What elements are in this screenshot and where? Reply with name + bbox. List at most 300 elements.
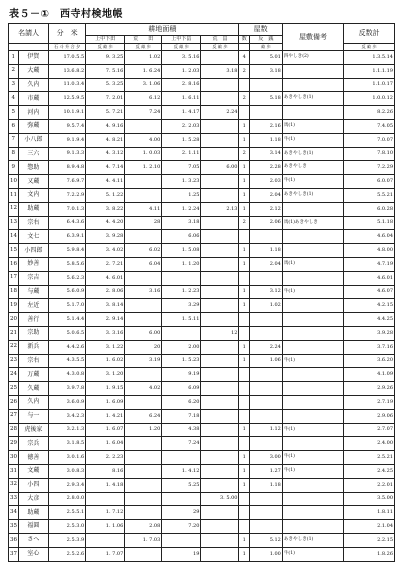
waste-field-area: 3.16 bbox=[125, 285, 162, 299]
waste-field-area: 7.24 bbox=[125, 106, 162, 120]
yield-value: 11.0.3.4 bbox=[49, 78, 86, 92]
yield-value: 2.5.3.0 bbox=[49, 520, 86, 534]
upland-area bbox=[162, 492, 201, 506]
holder-name: 文七 bbox=[18, 230, 49, 244]
house-count bbox=[239, 395, 250, 409]
tax-value: 1.18 bbox=[250, 478, 283, 492]
row-number: 5 bbox=[9, 106, 19, 120]
upland-area: 1. 5.11 bbox=[162, 313, 201, 327]
yield-value: 13.6.8.2 bbox=[49, 64, 86, 78]
waste-field-area: 1. 7.03 bbox=[125, 533, 162, 547]
tax-value bbox=[250, 382, 283, 396]
holder-name: 宗右 bbox=[18, 354, 49, 368]
tax-value bbox=[250, 106, 283, 120]
row-number: 10 bbox=[9, 175, 19, 189]
holder-name: 又蔵 bbox=[18, 175, 49, 189]
row-number: 37 bbox=[9, 547, 19, 561]
waste-field-area: 4.00 bbox=[125, 133, 162, 147]
field-area: 1. 6.02 bbox=[86, 354, 125, 368]
house-count: 1 bbox=[239, 451, 250, 465]
waste-field-area bbox=[125, 464, 162, 478]
waste-field-area bbox=[125, 437, 162, 451]
house-count bbox=[239, 230, 250, 244]
table-row bbox=[9, 409, 395, 423]
waste-field-area: 1. 0.03 bbox=[125, 147, 162, 161]
row-number: 35 bbox=[9, 520, 19, 534]
waste-field-area: 4.02 bbox=[125, 382, 162, 396]
waste-upland-area bbox=[201, 437, 239, 451]
holder-name: 惣助 bbox=[18, 161, 49, 175]
table-row bbox=[9, 202, 395, 216]
upland-area: 1. 6.11 bbox=[162, 92, 201, 106]
holder-name: 河内 bbox=[18, 106, 49, 120]
house-count: 2 bbox=[239, 92, 250, 106]
table-row bbox=[9, 299, 395, 313]
header-farmland: 耕地面積 bbox=[86, 24, 239, 36]
holder-name: 福圓 bbox=[18, 520, 49, 534]
remark-note: あきやしき(1) bbox=[282, 533, 343, 547]
field-area: 5. 3.25 bbox=[86, 78, 125, 92]
upland-area: 5.25 bbox=[162, 478, 201, 492]
yield-value: 5.1.4.4 bbox=[49, 313, 86, 327]
row-number: 33 bbox=[9, 492, 19, 506]
total-area: 4.4.25 bbox=[344, 313, 395, 327]
holder-name: 新兵 bbox=[18, 340, 49, 354]
remark-note bbox=[282, 106, 343, 120]
waste-field-area bbox=[125, 547, 162, 561]
waste-field-area bbox=[125, 230, 162, 244]
row-number: 18 bbox=[9, 285, 19, 299]
row-number: 22 bbox=[9, 340, 19, 354]
remark-note: 牛(1) bbox=[282, 285, 343, 299]
waste-upland-area bbox=[201, 244, 239, 258]
row-number: 24 bbox=[9, 368, 19, 382]
unit-blank bbox=[9, 44, 49, 51]
waste-upland-area bbox=[201, 257, 239, 271]
row-number: 1 bbox=[9, 51, 19, 65]
field-area: 9. 3.25 bbox=[86, 51, 125, 65]
remark-note: 四やしき(2) bbox=[282, 51, 343, 65]
upland-area: 1. 4.17 bbox=[162, 106, 201, 120]
tax-value bbox=[250, 313, 283, 327]
waste-field-area: 2.08 bbox=[125, 520, 162, 534]
row-number: 12 bbox=[9, 202, 19, 216]
holder-name: 久内 bbox=[18, 78, 49, 92]
row-number: 15 bbox=[9, 244, 19, 258]
yield-value: 3.1.8.5 bbox=[49, 437, 86, 451]
remark-note bbox=[282, 437, 343, 451]
upland-area: 1. 3.23 bbox=[162, 175, 201, 189]
upland-area: 7.20 bbox=[162, 520, 201, 534]
header-hatake: 上中下田 bbox=[86, 36, 125, 44]
waste-field-area bbox=[125, 188, 162, 202]
field-area: 3. 1.22 bbox=[86, 340, 125, 354]
row-number: 29 bbox=[9, 437, 19, 451]
tax-value: 2.16 bbox=[250, 119, 283, 133]
header-area: 分 米 bbox=[49, 24, 86, 44]
total-area: 2.5.21 bbox=[344, 451, 395, 465]
holder-name: 三六 bbox=[18, 147, 49, 161]
table-row bbox=[9, 547, 395, 561]
total-area: 2.2.01 bbox=[344, 478, 395, 492]
waste-field-area: 20 bbox=[125, 340, 162, 354]
total-area: 4.7.19 bbox=[344, 257, 395, 271]
yield-value: 7.0.1.3 bbox=[49, 202, 86, 216]
waste-upland-area bbox=[201, 133, 239, 147]
holder-name: 小四郎 bbox=[18, 244, 49, 258]
field-area: 3. 3.16 bbox=[86, 326, 125, 340]
field-area: 1. 4.21 bbox=[86, 409, 125, 423]
holder-name: 久蔵 bbox=[18, 382, 49, 396]
field-area: 1. 1.06 bbox=[86, 520, 125, 534]
field-area: 3. 1.20 bbox=[86, 368, 125, 382]
upland-area: 6.20 bbox=[162, 395, 201, 409]
yield-value: 6.3.9.1 bbox=[49, 230, 86, 244]
total-area: 7.4.05 bbox=[344, 119, 395, 133]
tax-value: 2.04 bbox=[250, 257, 283, 271]
holder-name: 大彦 bbox=[18, 492, 49, 506]
waste-upland-area bbox=[201, 285, 239, 299]
field-area: 7. 5.16 bbox=[86, 64, 125, 78]
table-row bbox=[9, 188, 395, 202]
remark-note bbox=[282, 506, 343, 520]
waste-upland-area bbox=[201, 354, 239, 368]
field-area: 2. 7.21 bbox=[86, 257, 125, 271]
upland-area: 7.24 bbox=[162, 437, 201, 451]
waste-field-area: 1. 2.10 bbox=[125, 161, 162, 175]
holder-name: 市蔵 bbox=[18, 92, 49, 106]
table-row bbox=[9, 313, 395, 327]
total-area: 2.9.26 bbox=[344, 382, 395, 396]
yield-value: 3.9.7.8 bbox=[49, 382, 86, 396]
holder-name: 助蔵 bbox=[18, 506, 49, 520]
holder-name: 室心 bbox=[18, 547, 49, 561]
table-row bbox=[9, 382, 395, 396]
waste-upland-area bbox=[201, 271, 239, 285]
tax-value: 3.14 bbox=[250, 147, 283, 161]
header-total: 反数計 bbox=[344, 24, 395, 44]
yield-value: 3.0.8.3 bbox=[49, 464, 86, 478]
total-area: 5.5.21 bbox=[344, 188, 395, 202]
row-number: 13 bbox=[9, 216, 19, 230]
house-count bbox=[239, 106, 250, 120]
house-count: 1 bbox=[239, 202, 250, 216]
upland-area bbox=[162, 451, 201, 465]
tax-value: 2.28 bbox=[250, 161, 283, 175]
house-count: 1 bbox=[239, 340, 250, 354]
waste-upland-area bbox=[201, 464, 239, 478]
field-area: 1. 6.04 bbox=[86, 437, 125, 451]
field-area: 1. 7.12 bbox=[86, 506, 125, 520]
yield-value: 2.5.3.9 bbox=[49, 533, 86, 547]
field-area: 2. 2.23 bbox=[86, 451, 125, 465]
yield-value: 2.9.3.4 bbox=[49, 478, 86, 492]
remark-note bbox=[282, 313, 343, 327]
field-area: 1. 7.07 bbox=[86, 547, 125, 561]
row-number: 6 bbox=[9, 119, 19, 133]
remark-note: 牛(1) bbox=[282, 354, 343, 368]
house-count: 4 bbox=[239, 51, 250, 65]
row-number: 36 bbox=[9, 533, 19, 547]
remark-note bbox=[282, 78, 343, 92]
table-row bbox=[9, 437, 395, 451]
waste-upland-area: 3. 5.00 bbox=[201, 492, 239, 506]
remark-note bbox=[282, 409, 343, 423]
field-area: 4. 8.21 bbox=[86, 133, 125, 147]
row-number: 8 bbox=[9, 147, 19, 161]
waste-field-area bbox=[125, 492, 162, 506]
row-number: 4 bbox=[9, 92, 19, 106]
total-area: 4.2.15 bbox=[344, 299, 395, 313]
remark-note: 馬(1) bbox=[282, 119, 343, 133]
waste-upland-area bbox=[201, 340, 239, 354]
header-tan: 反 銭 bbox=[250, 36, 283, 44]
waste-upland-area: 2.24 bbox=[201, 106, 239, 120]
yield-value: 2.8.0.0 bbox=[49, 492, 86, 506]
tax-value bbox=[250, 437, 283, 451]
total-area: 6.0.07 bbox=[344, 175, 395, 189]
header-ko: 荒 田 bbox=[125, 36, 162, 44]
waste-upland-area bbox=[201, 382, 239, 396]
field-area: 5. 1.22 bbox=[86, 188, 125, 202]
waste-upland-area bbox=[201, 175, 239, 189]
table-row bbox=[9, 51, 395, 65]
yield-value: 7.2.2.9 bbox=[49, 188, 86, 202]
field-area: 3. 8.14 bbox=[86, 299, 125, 313]
waste-field-area: 6.00 bbox=[125, 326, 162, 340]
row-number: 26 bbox=[9, 395, 19, 409]
tax-value: 1.18 bbox=[250, 133, 283, 147]
tax-value: 1.02 bbox=[250, 299, 283, 313]
waste-field-area bbox=[125, 299, 162, 313]
waste-upland-area bbox=[201, 78, 239, 92]
table-row bbox=[9, 244, 395, 258]
remark-note bbox=[282, 271, 343, 285]
total-area: 1.3.5.14 bbox=[344, 51, 395, 65]
waste-field-area: 3. 1.06 bbox=[125, 78, 162, 92]
house-count: 2 bbox=[239, 64, 250, 78]
remark-note bbox=[282, 492, 343, 506]
house-count bbox=[239, 326, 250, 340]
house-count: 1 bbox=[239, 533, 250, 547]
waste-field-area bbox=[125, 271, 162, 285]
holder-name: 徳善 bbox=[18, 451, 49, 465]
house-count: 2 bbox=[239, 147, 250, 161]
house-count bbox=[239, 271, 250, 285]
unit-su-blank bbox=[239, 44, 250, 51]
table-row bbox=[9, 285, 395, 299]
table-row bbox=[9, 368, 395, 382]
house-count: 1 bbox=[239, 257, 250, 271]
total-area: 2.7.07 bbox=[344, 423, 395, 437]
tax-value: 1.06 bbox=[250, 354, 283, 368]
field-area bbox=[86, 492, 125, 506]
remark-note bbox=[282, 202, 343, 216]
waste-field-area: 6.24 bbox=[125, 409, 162, 423]
table-row bbox=[9, 78, 395, 92]
remark-note: 牛(1) bbox=[282, 451, 343, 465]
house-count: 1 bbox=[239, 244, 250, 258]
yield-value: 2.5.5.1 bbox=[49, 506, 86, 520]
house-count bbox=[239, 78, 250, 92]
total-area: 2.1.04 bbox=[344, 520, 395, 534]
waste-upland-area bbox=[201, 299, 239, 313]
row-number: 9 bbox=[9, 161, 19, 175]
field-area: 8.16 bbox=[86, 464, 125, 478]
house-count bbox=[239, 506, 250, 520]
waste-upland-area bbox=[201, 119, 239, 133]
total-area: 4.8.00 bbox=[344, 244, 395, 258]
waste-upland-area: 3.18 bbox=[201, 64, 239, 78]
upland-area: 6.09 bbox=[162, 382, 201, 396]
holder-name: 宗助 bbox=[18, 326, 49, 340]
yield-value: 7.6.9.7 bbox=[49, 175, 86, 189]
yield-value: 5.6.0.9 bbox=[49, 285, 86, 299]
holder-name: 妙善 bbox=[18, 257, 49, 271]
field-area: 4. 4.11 bbox=[86, 175, 125, 189]
remark-note: あきやしき(1) bbox=[282, 147, 343, 161]
holder-name: 小四 bbox=[18, 478, 49, 492]
table-row bbox=[9, 106, 395, 120]
row-number: 7 bbox=[9, 133, 19, 147]
total-area: 1.8.11 bbox=[344, 506, 395, 520]
waste-upland-area bbox=[201, 368, 239, 382]
field-area: 3. 9.28 bbox=[86, 230, 125, 244]
yield-value: 2.5.2.6 bbox=[49, 547, 86, 561]
remark-note bbox=[282, 382, 343, 396]
field-area: 7. 2.01 bbox=[86, 92, 125, 106]
header-houses: 屋数 bbox=[239, 24, 282, 36]
house-count bbox=[239, 437, 250, 451]
field-area: 3. 8.22 bbox=[86, 202, 125, 216]
tax-value bbox=[250, 492, 283, 506]
tax-value: 2.03 bbox=[250, 175, 283, 189]
waste-upland-area bbox=[201, 395, 239, 409]
holder-name: 左近 bbox=[18, 299, 49, 313]
waste-upland-area bbox=[201, 216, 239, 230]
yield-value: 9.5.7.4 bbox=[49, 119, 86, 133]
header-name: 名請人 bbox=[9, 24, 49, 44]
tax-value: 2.04 bbox=[250, 188, 283, 202]
house-count: 1 bbox=[239, 423, 250, 437]
upland-area bbox=[162, 271, 201, 285]
waste-field-area bbox=[125, 313, 162, 327]
waste-upland-area bbox=[201, 506, 239, 520]
waste-field-area: 1. 6.24 bbox=[125, 64, 162, 78]
total-area: 2.9.06 bbox=[344, 409, 395, 423]
upland-area: 1. 1.20 bbox=[162, 257, 201, 271]
row-number: 23 bbox=[9, 354, 19, 368]
holder-name: 小八郎 bbox=[18, 133, 49, 147]
remark-note bbox=[282, 395, 343, 409]
waste-field-area: 1.20 bbox=[125, 423, 162, 437]
header-hin: 荒 畠 bbox=[201, 36, 239, 44]
house-count bbox=[239, 368, 250, 382]
waste-upland-area bbox=[201, 423, 239, 437]
upland-area bbox=[162, 326, 201, 340]
yield-value: 5.0.6.5 bbox=[49, 326, 86, 340]
yield-value: 5.1.7.0 bbox=[49, 299, 86, 313]
remark-note: あきやしき(1) bbox=[282, 92, 343, 106]
field-area: 2. 9.14 bbox=[86, 313, 125, 327]
unit-ko: 反 畝 歩 bbox=[125, 44, 162, 51]
row-number: 27 bbox=[9, 409, 19, 423]
upland-area: 4.38 bbox=[162, 423, 201, 437]
yield-value: 10.1.9.1 bbox=[49, 106, 86, 120]
row-number: 30 bbox=[9, 451, 19, 465]
yield-value: 6.4.3.6 bbox=[49, 216, 86, 230]
house-count bbox=[239, 382, 250, 396]
table-row bbox=[9, 533, 395, 547]
table-row bbox=[9, 271, 395, 285]
tax-value: 1.00 bbox=[250, 547, 283, 561]
unit-tan: 畝 歩 bbox=[250, 44, 283, 51]
waste-field-area bbox=[125, 478, 162, 492]
remark-note: 牛(1) bbox=[282, 175, 343, 189]
upland-area: 1. 2.24 bbox=[162, 202, 201, 216]
row-number: 32 bbox=[9, 478, 19, 492]
tax-value: 1.12 bbox=[250, 423, 283, 437]
field-area: 5. 7.21 bbox=[86, 106, 125, 120]
total-area: 3.9.28 bbox=[344, 326, 395, 340]
table-row bbox=[9, 147, 395, 161]
field-area: 4. 4.20 bbox=[86, 216, 125, 230]
tax-value bbox=[250, 230, 283, 244]
tax-value: 2.24 bbox=[250, 340, 283, 354]
upland-area: 1. 5.23 bbox=[162, 354, 201, 368]
upland-area: 3.29 bbox=[162, 299, 201, 313]
holder-name: 与一 bbox=[18, 409, 49, 423]
table-row bbox=[9, 451, 395, 465]
row-number: 21 bbox=[9, 326, 19, 340]
total-area: 3.7.16 bbox=[344, 340, 395, 354]
field-area: 1. 6.09 bbox=[86, 395, 125, 409]
upland-area: 9.19 bbox=[162, 368, 201, 382]
holder-name: 善行 bbox=[18, 313, 49, 327]
house-count bbox=[239, 313, 250, 327]
row-number: 17 bbox=[9, 271, 19, 285]
total-area: 7.8.10 bbox=[344, 147, 395, 161]
total-area: 8.2.26 bbox=[344, 106, 395, 120]
field-area: 1. 6.07 bbox=[86, 423, 125, 437]
unit-total: 反 畝 歩 bbox=[344, 44, 395, 51]
house-count: 1 bbox=[239, 188, 250, 202]
house-count: 1 bbox=[239, 354, 250, 368]
tax-value: 5.18 bbox=[250, 92, 283, 106]
remark-note bbox=[282, 64, 343, 78]
house-count: 1 bbox=[239, 285, 250, 299]
waste-upland-area bbox=[201, 451, 239, 465]
waste-field-area bbox=[125, 395, 162, 409]
holder-name: さへ bbox=[18, 533, 49, 547]
tax-value: 5.12 bbox=[250, 533, 283, 547]
remark-note: あきやしき bbox=[282, 161, 343, 175]
waste-field-area: 1.02 bbox=[125, 51, 162, 65]
table-row bbox=[9, 478, 395, 492]
field-area: 2. 8.06 bbox=[86, 285, 125, 299]
total-area: 3.6.20 bbox=[344, 354, 395, 368]
table-row bbox=[9, 395, 395, 409]
yield-value: 3.0.1.6 bbox=[49, 451, 86, 465]
table-title: 表５－① 西寺村検地帳 bbox=[9, 9, 123, 20]
table-row bbox=[9, 175, 395, 189]
waste-field-area bbox=[125, 119, 162, 133]
waste-field-area bbox=[125, 451, 162, 465]
yield-value: 4.3.0.8 bbox=[49, 368, 86, 382]
remark-note: 牛(1) bbox=[282, 464, 343, 478]
remark-note: 牛(1) bbox=[282, 547, 343, 561]
field-area: 1. 9.15 bbox=[86, 382, 125, 396]
